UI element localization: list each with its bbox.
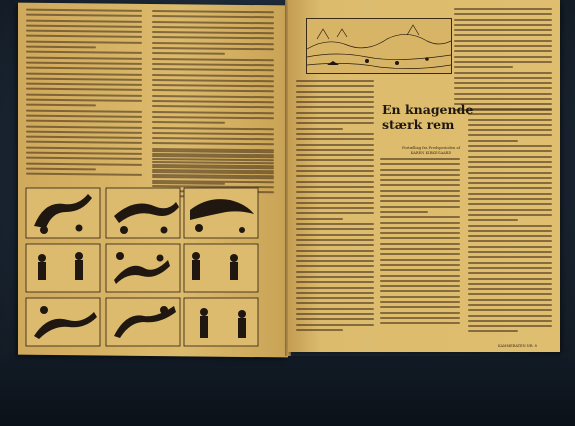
landscape-illustration <box>306 18 452 74</box>
article-headline: En knagende stærk rem <box>382 102 474 132</box>
right-text-column-2 <box>380 158 460 328</box>
article-author: KAREN KIRKEGAARD <box>410 151 452 155</box>
right-text-column-top <box>454 8 552 114</box>
table-surface <box>0 356 575 426</box>
article-subline <box>376 146 486 156</box>
right-text-column-1 <box>296 80 374 334</box>
left-text-column-3 <box>152 150 274 188</box>
right-text-column-3 <box>468 108 552 336</box>
page-footer: KAMMERATEN NR. 8 <box>498 344 537 348</box>
comic-strip <box>24 186 260 348</box>
article-subtitle: Fortælling fra Fredsperioden af <box>402 146 460 150</box>
left-text-column-1 <box>26 9 142 180</box>
